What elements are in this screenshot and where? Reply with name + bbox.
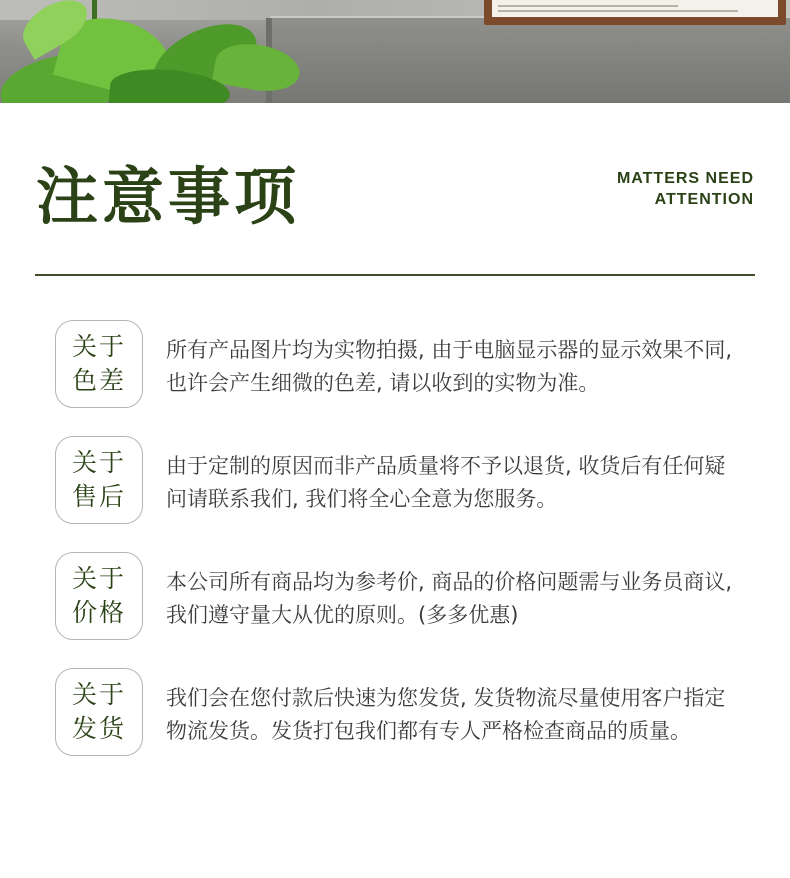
notice-badge: [55, 320, 143, 408]
notice-badge: [55, 552, 143, 640]
badge-line-1: 关于: [71, 448, 126, 477]
notice-badge: [55, 668, 143, 756]
badge-line-1: 关于: [71, 332, 126, 361]
notice-text: 所有产品图片均为实物拍摄, 由于电脑显示器的显示效果不同, 也许会产生细微的色差, 请以收到的实物为准。: [166, 338, 733, 395]
badge-line-2: 价格: [71, 598, 126, 627]
subtitle-line-2: ATTENTION: [654, 191, 754, 208]
notice-text: 本公司所有商品均为参考价, 商品的价格问题需与业务员商议, 我们遵守量大从优的原则。(多多优惠): [166, 570, 733, 627]
badge-line-2: 发货: [71, 714, 126, 743]
page-subtitle: [617, 168, 754, 210]
divider: [35, 274, 755, 276]
badge-line-2: 色差: [71, 366, 126, 395]
notice-text: 我们会在您付款后快速为您发货, 发货物流尽量使用客户指定物流发货。发货打包我们都有专人严格检查商品的质量。: [166, 686, 726, 743]
badge-line-1: 关于: [71, 680, 126, 709]
subtitle-line-1: MATTERS NEED: [616, 170, 754, 187]
banner-ledge: [270, 18, 790, 103]
badge-line-2: 售后: [71, 482, 126, 511]
badge-line-1: 关于: [71, 564, 126, 593]
certificate-text-line: [498, 10, 738, 12]
certificate-paper: [492, 0, 778, 17]
notice-badge: [55, 436, 143, 524]
page-title: 注意事项: [36, 160, 301, 233]
header-banner-photo: [0, 0, 790, 103]
certificate-text-line: [498, 5, 678, 7]
notice-text: 由于定制的原因而非产品质量将不予以退货, 收货后有任何疑问请联系我们, 我们将全心全意为您服务。: [166, 454, 726, 511]
